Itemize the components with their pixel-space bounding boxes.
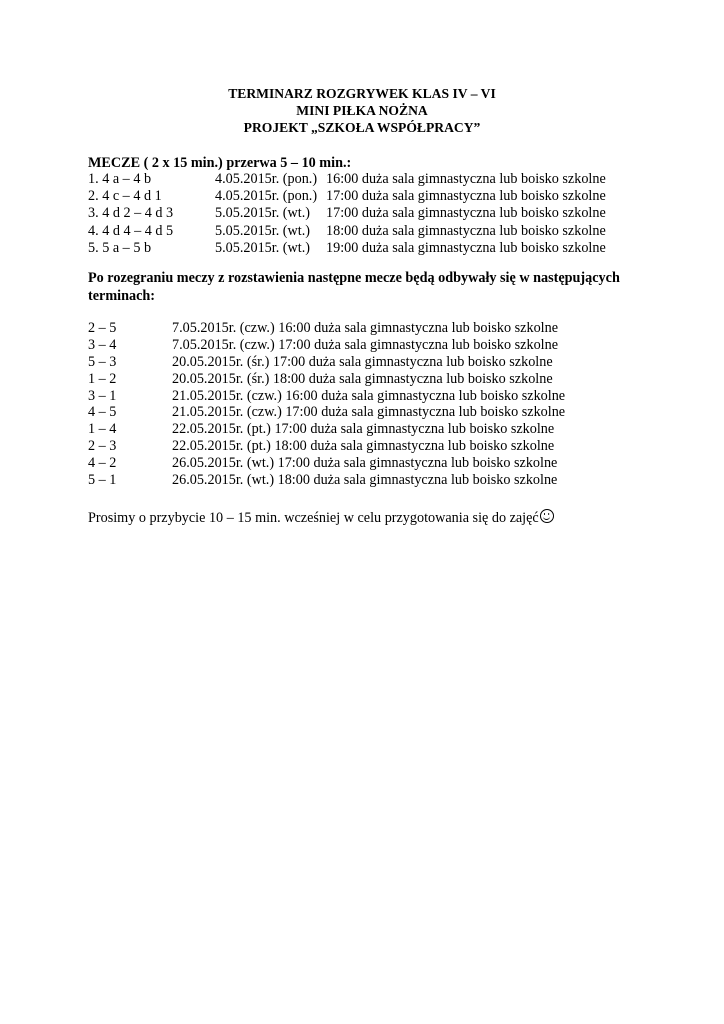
match-time-place: 19:00 duża sala gimnastyczna lub boisko szkolne (326, 239, 606, 256)
schedule-details: 20.05.2015r. (śr.) 17:00 duża sala gimnastyczna lub boisko szkolne (172, 353, 553, 370)
schedule-pair: 4 – 2 (88, 455, 117, 472)
match-teams: 5. 5 a – 5 b (88, 239, 152, 256)
match-date: 4.05.2015r. (pon.) (215, 171, 318, 187)
closing-text: Prosimy o przybycie 10 – 15 min. wcześniej w celu przygotowania się do zajęć (88, 510, 539, 526)
schedule-pair: 3 – 4 (88, 336, 117, 353)
followup-paragraph: Po rozegraniu meczy z rozstawienia następne mecze będą odbywały się w następujących terminach: (88, 270, 620, 304)
match-teams: 3. 4 d 2 – 4 d 3 (88, 205, 174, 222)
match-date: 5.05.2015r. (wt.) (215, 239, 310, 256)
schedule-details: 26.05.2015r. (wt.) 18:00 duża sala gimnastyczna lub boisko szkolne (172, 472, 558, 489)
match-teams: 4. 4 d 4 – 4 d 5 (88, 222, 174, 239)
title-line-3: PROJEKT „SZKOŁA WSPÓŁPRACY” (243, 120, 481, 135)
smiley-icon (540, 509, 554, 523)
schedule-pair: 1 – 4 (88, 421, 117, 438)
schedule-pair: 4 – 5 (88, 404, 117, 421)
schedule-details: 7.05.2015r. (czw.) 17:00 duża sala gimnastyczna lub boisko szkolne (172, 336, 558, 353)
matches-heading: MECZE ( 2 x 15 min.) przerwa 5 – 10 min.: (88, 155, 352, 171)
schedule-details: 22.05.2015r. (pt.) 17:00 duża sala gimnastyczna lub boisko szkolne (172, 421, 555, 438)
match-time-place: 16:00 duża sala gimnastyczna lub boisko szkolne (326, 171, 606, 187)
schedule-pair: 5 – 3 (88, 353, 117, 370)
schedule-details: 26.05.2015r. (wt.) 17:00 duża sala gimnastyczna lub boisko szkolne (172, 455, 558, 472)
title-line-1: TERMINARZ ROZGRYWEK KLAS IV – VI (228, 86, 496, 101)
match-date: 4.05.2015r. (pon.) (215, 188, 318, 205)
schedule-pair: 2 – 3 (88, 438, 117, 455)
match-time-place: 17:00 duża sala gimnastyczna lub boisko szkolne (326, 205, 606, 222)
match-teams: 1. 4 a – 4 b (88, 171, 152, 187)
schedule-details: 7.05.2015r. (czw.) 16:00 duża sala gimnastyczna lub boisko szkolne (172, 320, 558, 336)
schedule-details: 22.05.2015r. (pt.) 18:00 duża sala gimnastyczna lub boisko szkolne (172, 438, 555, 455)
schedule-pair: 5 – 1 (88, 472, 117, 489)
document-title (0, 85, 724, 136)
schedule-pair: 3 – 1 (88, 387, 117, 404)
schedule-details: 21.05.2015r. (czw.) 16:00 duża sala gimnastyczna lub boisko szkolne (172, 387, 566, 404)
match-time-place: 17:00 duża sala gimnastyczna lub boisko szkolne (326, 188, 606, 205)
schedule-details: 21.05.2015r. (czw.) 17:00 duża sala gimnastyczna lub boisko szkolne (172, 404, 566, 421)
match-time-place: 18:00 duża sala gimnastyczna lub boisko szkolne (326, 222, 606, 239)
title-line-2: MINI PIŁKA NOŻNA (296, 103, 428, 118)
schedule-pair: 1 – 2 (88, 370, 117, 387)
match-date: 5.05.2015r. (wt.) (215, 205, 310, 222)
closing-note (88, 509, 554, 527)
schedule-details: 20.05.2015r. (śr.) 18:00 duża sala gimnastyczna lub boisko szkolne (172, 370, 553, 387)
schedule-pair: 2 – 5 (88, 320, 117, 336)
match-date: 5.05.2015r. (wt.) (215, 222, 310, 239)
match-teams: 2. 4 c – 4 d 1 (88, 188, 162, 205)
